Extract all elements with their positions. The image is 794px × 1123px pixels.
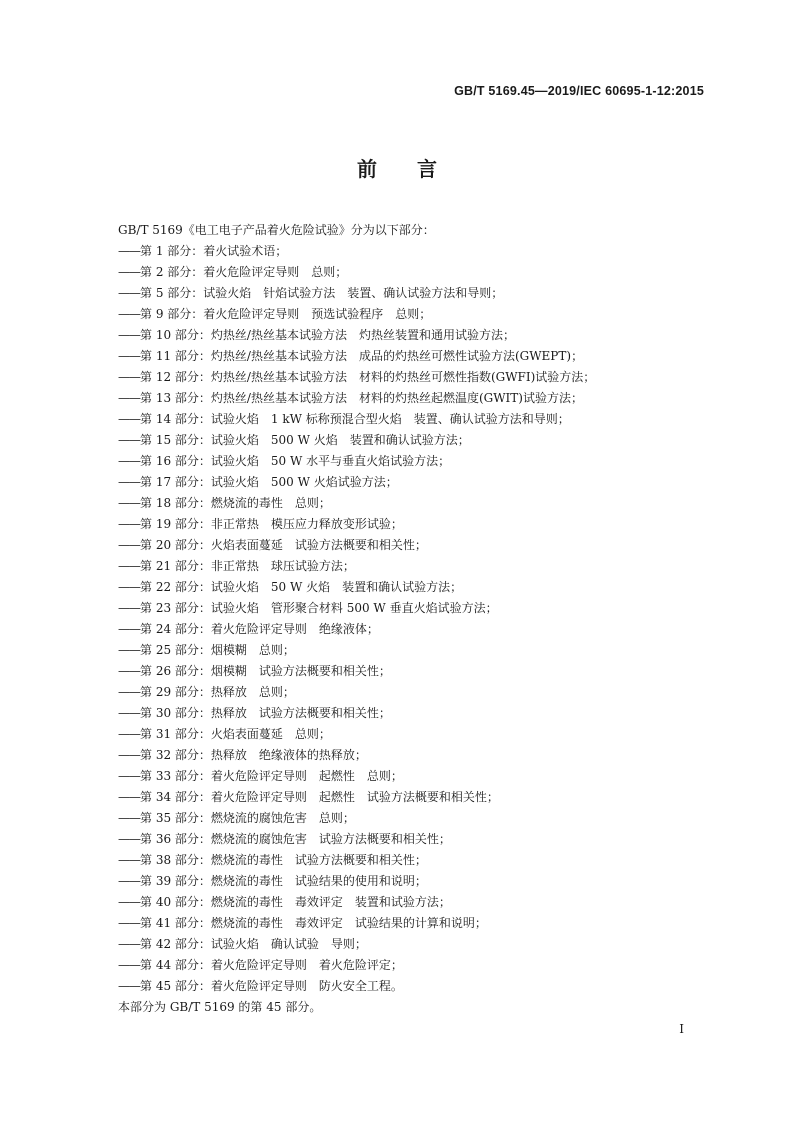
list-item xyxy=(118,766,708,787)
list-item-text: 第 21 部分：非正常热 球压试验方法； xyxy=(140,559,355,573)
list-item xyxy=(118,304,708,325)
list-item xyxy=(118,724,708,745)
list-item xyxy=(118,283,708,304)
document-body xyxy=(118,220,708,1018)
list-dash: —— xyxy=(118,622,140,636)
list-dash: —— xyxy=(118,916,140,930)
parts-list xyxy=(118,241,708,997)
list-item xyxy=(118,556,708,577)
list-dash: —— xyxy=(118,349,140,363)
list-dash: —— xyxy=(118,748,140,762)
list-item-text: 第 29 部分：热释放 总则； xyxy=(140,685,295,699)
intro-paragraph: GB/T 5169《电工电子产品着火危险试验》分为以下部分： xyxy=(118,223,435,237)
list-item-text: 第 25 部分：烟模糊 总则； xyxy=(140,643,295,657)
list-item-text: 第 30 部分：热释放 试验方法概要和相关性； xyxy=(140,706,391,720)
list-item xyxy=(118,682,708,703)
list-item xyxy=(118,409,708,430)
list-item xyxy=(118,472,708,493)
list-dash: —— xyxy=(118,958,140,972)
list-dash: —— xyxy=(118,244,140,258)
title-char-2: 言 xyxy=(417,157,437,181)
list-item-text: 第 36 部分：燃烧流的腐蚀危害 试验方法概要和相关性； xyxy=(140,832,451,846)
list-dash: —— xyxy=(118,286,140,300)
list-item-text: 第 23 部分：试验火焰 管形聚合材料 500 W 垂直火焰试验方法； xyxy=(140,601,498,615)
page-title xyxy=(0,153,794,182)
list-dash: —— xyxy=(118,265,140,279)
list-item xyxy=(118,892,708,913)
list-item-text: 第 35 部分：燃烧流的腐蚀危害 总则； xyxy=(140,811,355,825)
list-item-text: 第 18 部分：燃烧流的毒性 总则； xyxy=(140,496,331,510)
list-item xyxy=(118,976,708,997)
list-item xyxy=(118,367,708,388)
list-item-text: 第 40 部分：燃烧流的毒性 毒效评定 装置和试验方法； xyxy=(140,895,451,909)
list-item-text: 第 14 部分：试验火焰 1 kW 标称预混合型火焰 装置、确认试验方法和导则； xyxy=(140,412,570,426)
list-dash: —— xyxy=(118,433,140,447)
list-item-text: 第 2 部分：着火危险评定导则 总则； xyxy=(140,265,348,279)
list-item xyxy=(118,346,708,367)
list-item xyxy=(118,913,708,934)
list-item-text: 第 5 部分：试验火焰 针焰试验方法 装置、确认试验方法和导则； xyxy=(140,286,504,300)
list-item-text: 第 9 部分：着火危险评定导则 预选试验程序 总则； xyxy=(140,307,432,321)
list-item xyxy=(118,934,708,955)
list-item xyxy=(118,451,708,472)
list-dash: —— xyxy=(118,811,140,825)
list-dash: —— xyxy=(118,475,140,489)
list-item-text: 第 11 部分：灼热丝/热丝基本试验方法 成品的灼热丝可燃性试验方法(GWEPT)； xyxy=(140,349,584,363)
list-item-text: 第 41 部分：燃烧流的毒性 毒效评定 试验结果的计算和说明； xyxy=(140,916,487,930)
list-dash: —— xyxy=(118,370,140,384)
list-dash: —— xyxy=(118,874,140,888)
list-dash: —— xyxy=(118,832,140,846)
page-number: I xyxy=(679,1022,684,1036)
list-item xyxy=(118,640,708,661)
list-dash: —— xyxy=(118,307,140,321)
list-item xyxy=(118,619,708,640)
list-item xyxy=(118,577,708,598)
list-item-text: 第 33 部分：着火危险评定导则 起燃性 总则； xyxy=(140,769,403,783)
list-item-text: 第 39 部分：燃烧流的毒性 试验结果的使用和说明； xyxy=(140,874,427,888)
list-item-text: 第 42 部分：试验火焰 确认试验 导则； xyxy=(140,937,367,951)
list-dash: —— xyxy=(118,580,140,594)
list-dash: —— xyxy=(118,790,140,804)
list-dash: —— xyxy=(118,328,140,342)
list-item xyxy=(118,871,708,892)
list-item-text: 第 22 部分：试验火焰 50 W 火焰 装置和确认试验方法； xyxy=(140,580,463,594)
list-item-text: 第 15 部分：试验火焰 500 W 火焰 装置和确认试验方法； xyxy=(140,433,470,447)
list-dash: —— xyxy=(118,412,140,426)
list-dash: —— xyxy=(118,559,140,573)
list-item xyxy=(118,430,708,451)
list-item xyxy=(118,787,708,808)
list-item-text: 第 45 部分：着火危险评定导则 防火安全工程。 xyxy=(140,979,403,993)
list-dash: —— xyxy=(118,538,140,552)
list-item xyxy=(118,514,708,535)
list-item xyxy=(118,598,708,619)
list-item xyxy=(118,493,708,514)
list-item xyxy=(118,262,708,283)
list-item xyxy=(118,241,708,262)
list-item xyxy=(118,325,708,346)
list-dash: —— xyxy=(118,664,140,678)
list-item-text: 第 1 部分：着火试验术语； xyxy=(140,244,288,258)
closing-paragraph: 本部分为 GB/T 5169 的第 45 部分。 xyxy=(118,1000,322,1014)
list-dash: —— xyxy=(118,496,140,510)
list-item-text: 第 32 部分：热释放 绝缘液体的热释放； xyxy=(140,748,367,762)
list-dash: —— xyxy=(118,769,140,783)
list-item-text: 第 12 部分：灼热丝/热丝基本试验方法 材料的灼热丝可燃性指数(GWFI)试验方法； xyxy=(140,370,596,384)
list-item xyxy=(118,703,708,724)
list-item-text: 第 17 部分：试验火焰 500 W 火焰试验方法； xyxy=(140,475,398,489)
list-dash: —— xyxy=(118,391,140,405)
list-dash: —— xyxy=(118,727,140,741)
list-item-text: 第 34 部分：着火危险评定导则 起燃性 试验方法概要和相关性； xyxy=(140,790,499,804)
list-dash: —— xyxy=(118,895,140,909)
list-item-text: 第 10 部分：灼热丝/热丝基本试验方法 灼热丝装置和通用试验方法； xyxy=(140,328,515,342)
list-dash: —— xyxy=(118,685,140,699)
list-item-text: 第 31 部分：火焰表面蔓延 总则； xyxy=(140,727,331,741)
list-dash: —— xyxy=(118,853,140,867)
list-item-text: 第 44 部分：着火危险评定导则 着火危险评定； xyxy=(140,958,403,972)
list-dash: —— xyxy=(118,979,140,993)
list-item xyxy=(118,535,708,556)
list-item xyxy=(118,829,708,850)
list-dash: —— xyxy=(118,517,140,531)
list-item-text: 第 26 部分：烟模糊 试验方法概要和相关性； xyxy=(140,664,391,678)
list-dash: —— xyxy=(118,937,140,951)
list-item xyxy=(118,661,708,682)
list-dash: —— xyxy=(118,643,140,657)
list-item-text: 第 19 部分：非正常热 模压应力释放变形试验； xyxy=(140,517,403,531)
standard-number: GB/T 5169.45—2019/IEC 60695-1-12:2015 xyxy=(454,84,704,98)
list-item xyxy=(118,955,708,976)
list-item-text: 第 20 部分：火焰表面蔓延 试验方法概要和相关性； xyxy=(140,538,427,552)
list-item xyxy=(118,745,708,766)
list-item-text: 第 13 部分：灼热丝/热丝基本试验方法 材料的灼热丝起燃温度(GWIT)试验方法； xyxy=(140,391,583,405)
list-item xyxy=(118,388,708,409)
list-item xyxy=(118,850,708,871)
list-dash: —— xyxy=(118,601,140,615)
list-dash: —— xyxy=(118,706,140,720)
list-item-text: 第 16 部分：试验火焰 50 W 水平与垂直火焰试验方法； xyxy=(140,454,451,468)
list-dash: —— xyxy=(118,454,140,468)
list-item-text: 第 24 部分：着火危险评定导则 绝缘液体； xyxy=(140,622,379,636)
list-item xyxy=(118,808,708,829)
title-char-1: 前 xyxy=(357,157,377,181)
list-item-text: 第 38 部分：燃烧流的毒性 试验方法概要和相关性； xyxy=(140,853,427,867)
